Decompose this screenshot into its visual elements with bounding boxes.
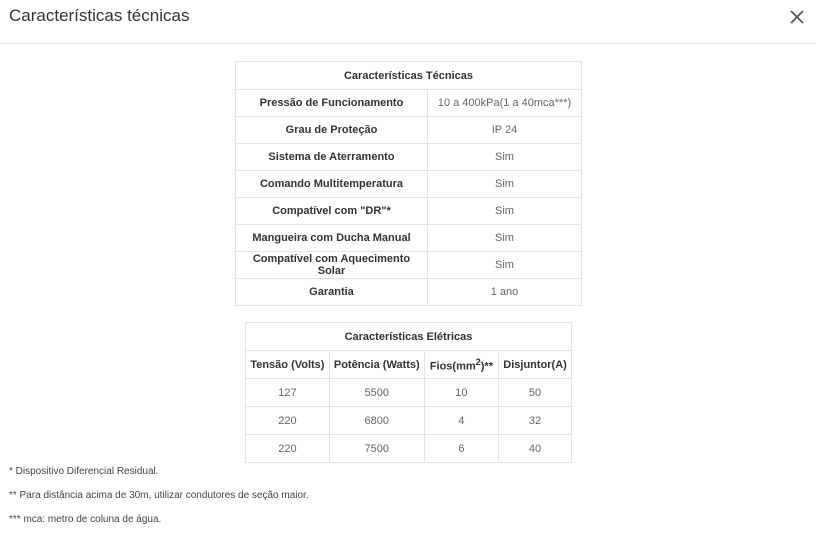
table-cell: 6 bbox=[424, 435, 498, 463]
table-cell: 5500 bbox=[329, 379, 424, 407]
table-cell: 32 bbox=[499, 407, 572, 435]
table-cell: 4 bbox=[424, 407, 498, 435]
table-row bbox=[246, 379, 572, 407]
table-cell: 6800 bbox=[329, 407, 424, 435]
table-row bbox=[236, 90, 582, 117]
table-cell: 127 bbox=[246, 379, 330, 407]
spec-value: 10 a 400kPa(1 a 40mca***) bbox=[428, 90, 582, 117]
table-header-row bbox=[236, 62, 582, 90]
spec-value: Sim bbox=[428, 252, 582, 279]
table-row bbox=[246, 435, 572, 463]
wires-header-base: Fios(mm bbox=[429, 360, 476, 373]
spec-label: Mangueira com Ducha Manual bbox=[236, 225, 428, 252]
spec-label: Comando Multitemperatura bbox=[236, 171, 428, 198]
spec-value: Sim bbox=[428, 144, 582, 171]
table-cell: 40 bbox=[499, 435, 572, 463]
technical-specs-table bbox=[235, 61, 582, 306]
wires-header-superscript: 2 bbox=[475, 356, 481, 367]
electrical-specs-table bbox=[245, 322, 572, 463]
table-row bbox=[236, 117, 582, 144]
table-cell: 7500 bbox=[329, 435, 424, 463]
spec-value: Sim bbox=[428, 198, 582, 225]
wires-header-tail: )** bbox=[480, 360, 493, 373]
close-icon bbox=[787, 5, 807, 27]
column-header-row bbox=[246, 351, 572, 379]
close-button[interactable] bbox=[787, 5, 807, 27]
spec-label: Grau de Proteção bbox=[236, 117, 428, 144]
table-row bbox=[236, 144, 582, 171]
spec-label: Garantia bbox=[236, 279, 428, 306]
column-header-voltage: Tensão (Volts) bbox=[246, 351, 330, 379]
column-header-wires bbox=[424, 351, 498, 379]
table-header-row bbox=[246, 323, 572, 351]
spec-label: Compatível com Aquecimento Solar bbox=[236, 252, 428, 279]
footnote: * Dispositivo Diferencial Residual. bbox=[9, 466, 159, 477]
table-row bbox=[246, 407, 572, 435]
table-cell: 50 bbox=[499, 379, 572, 407]
spec-label: Sistema de Aterramento bbox=[236, 144, 428, 171]
footnote: ** Para distância acima de 30m, utilizar condutores de seção maior. bbox=[9, 490, 309, 501]
footnotes bbox=[9, 466, 309, 538]
table-row bbox=[236, 198, 582, 225]
table-row bbox=[236, 225, 582, 252]
table-cell: 220 bbox=[246, 407, 330, 435]
modal-header bbox=[0, 0, 816, 44]
modal-title: Características técnicas bbox=[9, 6, 190, 25]
spec-label: Pressão de Funcionamento bbox=[236, 90, 428, 117]
spec-label: Compatível com "DR"* bbox=[236, 198, 428, 225]
table-row bbox=[236, 252, 582, 279]
technical-specs-heading: Características Técnicas bbox=[236, 62, 582, 90]
column-header-breaker: Disjuntor(A) bbox=[499, 351, 572, 379]
electrical-specs-heading: Características Elétricas bbox=[246, 323, 572, 351]
spec-value: 1 ano bbox=[428, 279, 582, 306]
footnote: *** mca: metro de coluna de água. bbox=[9, 514, 162, 525]
table-cell: 220 bbox=[246, 435, 330, 463]
table-cell: 10 bbox=[424, 379, 498, 407]
table-row bbox=[236, 279, 582, 306]
spec-value: IP 24 bbox=[428, 117, 582, 144]
table-row bbox=[236, 171, 582, 198]
column-header-power: Potência (Watts) bbox=[329, 351, 424, 379]
spec-value: Sim bbox=[428, 171, 582, 198]
spec-value: Sim bbox=[428, 225, 582, 252]
